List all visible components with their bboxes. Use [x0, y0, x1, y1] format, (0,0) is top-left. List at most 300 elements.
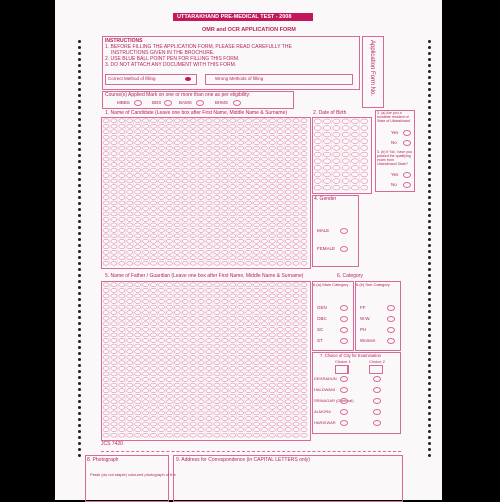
main-category-oval[interactable] — [340, 327, 348, 333]
bubble[interactable] — [103, 405, 109, 409]
bubble[interactable] — [253, 228, 259, 232]
bubble[interactable] — [182, 428, 188, 432]
bubble[interactable] — [150, 433, 156, 437]
bubble[interactable] — [293, 344, 299, 348]
bubble[interactable] — [361, 139, 368, 144]
bubble[interactable] — [166, 383, 172, 387]
bubble[interactable] — [285, 185, 291, 189]
bubble[interactable] — [238, 179, 244, 183]
bubble[interactable] — [351, 172, 358, 177]
bubble[interactable] — [150, 174, 156, 178]
bubble[interactable] — [361, 165, 368, 170]
bubble[interactable] — [222, 361, 228, 365]
bubble[interactable] — [269, 305, 275, 309]
bubble[interactable] — [103, 333, 109, 337]
bubble[interactable] — [261, 124, 267, 128]
bubble[interactable] — [166, 411, 172, 415]
bubble[interactable] — [261, 234, 267, 238]
bubble[interactable] — [285, 256, 291, 260]
bubble[interactable] — [182, 389, 188, 393]
bubble[interactable] — [103, 228, 109, 232]
bubble[interactable] — [158, 124, 164, 128]
bubble[interactable] — [214, 119, 220, 123]
bubble[interactable] — [158, 344, 164, 348]
bubble[interactable] — [198, 146, 204, 150]
bubble[interactable] — [150, 250, 156, 254]
bubble[interactable] — [206, 163, 212, 167]
bubble[interactable] — [246, 185, 252, 189]
bubble[interactable] — [293, 119, 299, 123]
bubble[interactable] — [293, 234, 299, 238]
bubble[interactable] — [166, 355, 172, 359]
bubble[interactable] — [214, 201, 220, 205]
bubble[interactable] — [246, 163, 252, 167]
bubble[interactable] — [150, 344, 156, 348]
bubble[interactable] — [314, 119, 321, 124]
bubble[interactable] — [135, 239, 141, 243]
bubble[interactable] — [277, 288, 283, 292]
bubble[interactable] — [111, 201, 117, 205]
bubble[interactable] — [253, 305, 259, 309]
bubble[interactable] — [206, 228, 212, 232]
bubble[interactable] — [150, 130, 156, 134]
bubble[interactable] — [277, 261, 283, 265]
bubble[interactable] — [190, 433, 196, 437]
bubble[interactable] — [214, 433, 220, 437]
bubble[interactable] — [206, 327, 212, 331]
bubble[interactable] — [269, 422, 275, 426]
city-choice-1-oval[interactable] — [340, 420, 348, 426]
bubble[interactable] — [174, 196, 180, 200]
bubble[interactable] — [111, 179, 117, 183]
bubble[interactable] — [285, 377, 291, 381]
bubble[interactable] — [103, 327, 109, 331]
bubble[interactable] — [198, 168, 204, 172]
bubble[interactable] — [277, 217, 283, 221]
bubble[interactable] — [230, 135, 236, 139]
bubble[interactable] — [342, 145, 349, 150]
bubble[interactable] — [222, 130, 228, 134]
bubble[interactable] — [261, 422, 267, 426]
bubble[interactable] — [230, 141, 236, 145]
bubble[interactable] — [323, 126, 330, 131]
bubble[interactable] — [111, 344, 117, 348]
bubble[interactable] — [127, 179, 133, 183]
bubble[interactable] — [143, 316, 149, 320]
bubble[interactable] — [158, 389, 164, 393]
bubble[interactable] — [293, 433, 299, 437]
bubble[interactable] — [269, 428, 275, 432]
bubble[interactable] — [150, 327, 156, 331]
bubble[interactable] — [301, 190, 307, 194]
bubble[interactable] — [277, 157, 283, 161]
bubble[interactable] — [119, 141, 125, 145]
bubble[interactable] — [174, 163, 180, 167]
bubble[interactable] — [182, 333, 188, 337]
bubble[interactable] — [285, 212, 291, 216]
bubble[interactable] — [182, 283, 188, 287]
bubble[interactable] — [111, 206, 117, 210]
bubble[interactable] — [253, 206, 259, 210]
bubble[interactable] — [206, 366, 212, 370]
bubble[interactable] — [111, 234, 117, 238]
bubble[interactable] — [285, 355, 291, 359]
bubble[interactable] — [190, 372, 196, 376]
bubble[interactable] — [246, 416, 252, 420]
bubble[interactable] — [158, 394, 164, 398]
bubble[interactable] — [190, 261, 196, 265]
bubble[interactable] — [285, 361, 291, 365]
bubble[interactable] — [111, 327, 117, 331]
bubble[interactable] — [158, 383, 164, 387]
bubble[interactable] — [285, 394, 291, 398]
bubble[interactable] — [301, 141, 307, 145]
bubble[interactable] — [230, 400, 236, 404]
bubble[interactable] — [323, 152, 330, 157]
bubble[interactable] — [277, 416, 283, 420]
bubble[interactable] — [222, 190, 228, 194]
bubble[interactable] — [214, 217, 220, 221]
bubble[interactable] — [238, 299, 244, 303]
bubble[interactable] — [269, 141, 275, 145]
bubble[interactable] — [301, 206, 307, 210]
bubble[interactable] — [206, 311, 212, 315]
bubble[interactable] — [103, 130, 109, 134]
bubble[interactable] — [166, 234, 172, 238]
bubble[interactable] — [269, 239, 275, 243]
bubble[interactable] — [222, 212, 228, 216]
bubble[interactable] — [174, 383, 180, 387]
bubble[interactable] — [261, 168, 267, 172]
bubble[interactable] — [301, 212, 307, 216]
bubble[interactable] — [269, 261, 275, 265]
bubble[interactable] — [314, 172, 321, 177]
bubble[interactable] — [150, 288, 156, 292]
bubble[interactable] — [103, 141, 109, 145]
bubble[interactable] — [150, 377, 156, 381]
bubble[interactable] — [119, 245, 125, 249]
bubble[interactable] — [135, 212, 141, 216]
bubble[interactable] — [206, 344, 212, 348]
bubble[interactable] — [127, 372, 133, 376]
bubble[interactable] — [198, 163, 204, 167]
bubble[interactable] — [293, 152, 299, 156]
bubble[interactable] — [150, 185, 156, 189]
bubble[interactable] — [246, 157, 252, 161]
bubble[interactable] — [174, 344, 180, 348]
bubble[interactable] — [190, 130, 196, 134]
bubble[interactable] — [135, 377, 141, 381]
bubble[interactable] — [166, 366, 172, 370]
bubble[interactable] — [150, 146, 156, 150]
bubble[interactable] — [158, 288, 164, 292]
bubble[interactable] — [222, 168, 228, 172]
bubble[interactable] — [301, 428, 307, 432]
bubble[interactable] — [214, 372, 220, 376]
bubble[interactable] — [253, 333, 259, 337]
bubble[interactable] — [238, 361, 244, 365]
bubble[interactable] — [323, 132, 330, 137]
bubble[interactable] — [182, 152, 188, 156]
bubble[interactable] — [214, 389, 220, 393]
bubble[interactable] — [198, 135, 204, 139]
bubble[interactable] — [285, 196, 291, 200]
bubble[interactable] — [206, 305, 212, 309]
bubble[interactable] — [214, 377, 220, 381]
bubble[interactable] — [277, 333, 283, 337]
bubble[interactable] — [269, 190, 275, 194]
bubble[interactable] — [253, 288, 259, 292]
bubble[interactable] — [285, 157, 291, 161]
bubble[interactable] — [261, 400, 267, 404]
bubble[interactable] — [135, 168, 141, 172]
bubble[interactable] — [261, 256, 267, 260]
bubble[interactable] — [198, 212, 204, 216]
bubble[interactable] — [119, 377, 125, 381]
bubble[interactable] — [222, 228, 228, 232]
bubble[interactable] — [127, 383, 133, 387]
bubble[interactable] — [198, 124, 204, 128]
bubble[interactable] — [166, 322, 172, 326]
bubble[interactable] — [198, 239, 204, 243]
bubble[interactable] — [198, 394, 204, 398]
bubble[interactable] — [246, 250, 252, 254]
bubble[interactable] — [198, 174, 204, 178]
bubble[interactable] — [182, 135, 188, 139]
bubble[interactable] — [190, 350, 196, 354]
bubble[interactable] — [277, 355, 283, 359]
bubble[interactable] — [261, 389, 267, 393]
bubble[interactable] — [238, 428, 244, 432]
bubble[interactable] — [143, 311, 149, 315]
bubble[interactable] — [150, 234, 156, 238]
bubble[interactable] — [238, 416, 244, 420]
bubble[interactable] — [206, 361, 212, 365]
bubble[interactable] — [301, 322, 307, 326]
bubble[interactable] — [230, 294, 236, 298]
bubble[interactable] — [277, 185, 283, 189]
bubble[interactable] — [119, 355, 125, 359]
bubble[interactable] — [119, 250, 125, 254]
bubble[interactable] — [253, 327, 259, 331]
bubble[interactable] — [214, 428, 220, 432]
bubble[interactable] — [269, 168, 275, 172]
bubble[interactable] — [214, 256, 220, 260]
bubble[interactable] — [293, 245, 299, 249]
bubble[interactable] — [111, 250, 117, 254]
bubble[interactable] — [230, 344, 236, 348]
bubble[interactable] — [214, 196, 220, 200]
bubble[interactable] — [261, 433, 267, 437]
bubble[interactable] — [301, 405, 307, 409]
bubble[interactable] — [277, 372, 283, 376]
bubble[interactable] — [269, 185, 275, 189]
bubble[interactable] — [293, 294, 299, 298]
bubble[interactable] — [127, 344, 133, 348]
bubble[interactable] — [246, 217, 252, 221]
bubble[interactable] — [174, 366, 180, 370]
bubble[interactable] — [277, 394, 283, 398]
bubble[interactable] — [214, 366, 220, 370]
bubble[interactable] — [103, 190, 109, 194]
bubble[interactable] — [206, 217, 212, 221]
bubble[interactable] — [198, 157, 204, 161]
bubble[interactable] — [150, 405, 156, 409]
bubble[interactable] — [253, 256, 259, 260]
bubble[interactable] — [269, 411, 275, 415]
bubble[interactable] — [182, 305, 188, 309]
bubble[interactable] — [222, 223, 228, 227]
bubble[interactable] — [111, 294, 117, 298]
bubble[interactable] — [206, 141, 212, 145]
sub-category-oval[interactable] — [387, 316, 395, 322]
bubble[interactable] — [238, 405, 244, 409]
bubble[interactable] — [253, 294, 259, 298]
bubble[interactable] — [198, 130, 204, 134]
bubble[interactable] — [119, 261, 125, 265]
bubble[interactable] — [111, 124, 117, 128]
bubble[interactable] — [135, 130, 141, 134]
bubble[interactable] — [238, 245, 244, 249]
bubble[interactable] — [166, 223, 172, 227]
bubble[interactable] — [238, 261, 244, 265]
bubble[interactable] — [301, 239, 307, 243]
bubble[interactable] — [261, 185, 267, 189]
bubble[interactable] — [261, 245, 267, 249]
bubble[interactable] — [333, 119, 340, 124]
bubble[interactable] — [182, 411, 188, 415]
bubble[interactable] — [111, 433, 117, 437]
bubble[interactable] — [269, 179, 275, 183]
bubble[interactable] — [198, 261, 204, 265]
bubble[interactable] — [127, 245, 133, 249]
bubble[interactable] — [301, 135, 307, 139]
bubble[interactable] — [222, 355, 228, 359]
bubble[interactable] — [150, 157, 156, 161]
bubble[interactable] — [285, 283, 291, 287]
bubble[interactable] — [135, 124, 141, 128]
bubble[interactable] — [238, 400, 244, 404]
bubble[interactable] — [206, 130, 212, 134]
bubble[interactable] — [285, 366, 291, 370]
bubble[interactable] — [143, 400, 149, 404]
bubble[interactable] — [206, 119, 212, 123]
bubble[interactable] — [143, 261, 149, 265]
bubble[interactable] — [301, 394, 307, 398]
bubble[interactable] — [238, 389, 244, 393]
bubble[interactable] — [206, 372, 212, 376]
bubble[interactable] — [119, 124, 125, 128]
bubble[interactable] — [253, 316, 259, 320]
bubble[interactable] — [246, 366, 252, 370]
bubble[interactable] — [214, 179, 220, 183]
bubble[interactable] — [182, 322, 188, 326]
bubble[interactable] — [127, 185, 133, 189]
bubble[interactable] — [198, 256, 204, 260]
bubble[interactable] — [174, 405, 180, 409]
bubble[interactable] — [158, 294, 164, 298]
bubble[interactable] — [158, 135, 164, 139]
bubble[interactable] — [150, 201, 156, 205]
bubble[interactable] — [301, 283, 307, 287]
bubble[interactable] — [150, 428, 156, 432]
bubble[interactable] — [190, 333, 196, 337]
bubble[interactable] — [238, 411, 244, 415]
bubble[interactable] — [111, 163, 117, 167]
bubble[interactable] — [174, 361, 180, 365]
bubble[interactable] — [158, 146, 164, 150]
bubble[interactable] — [103, 174, 109, 178]
bubble[interactable] — [277, 433, 283, 437]
bubble[interactable] — [301, 130, 307, 134]
bubble[interactable] — [230, 283, 236, 287]
bubble[interactable] — [293, 163, 299, 167]
bubble[interactable] — [143, 428, 149, 432]
bubble[interactable] — [238, 119, 244, 123]
bubble[interactable] — [150, 372, 156, 376]
bubble[interactable] — [190, 157, 196, 161]
bubble[interactable] — [143, 338, 149, 342]
bubble[interactable] — [127, 212, 133, 216]
bubble[interactable] — [127, 316, 133, 320]
bubble[interactable] — [127, 190, 133, 194]
bubble[interactable] — [166, 201, 172, 205]
bubble[interactable] — [333, 132, 340, 137]
bubble[interactable] — [119, 206, 125, 210]
bubble[interactable] — [127, 333, 133, 337]
bubble[interactable] — [269, 416, 275, 420]
bubble[interactable] — [285, 190, 291, 194]
bubble[interactable] — [246, 333, 252, 337]
bubble[interactable] — [246, 206, 252, 210]
bubble[interactable] — [127, 261, 133, 265]
bubble[interactable] — [285, 261, 291, 265]
bubble[interactable] — [222, 245, 228, 249]
bubble[interactable] — [190, 389, 196, 393]
bubble[interactable] — [174, 422, 180, 426]
bubble[interactable] — [143, 212, 149, 216]
bubble[interactable] — [238, 212, 244, 216]
bubble[interactable] — [182, 338, 188, 342]
bubble[interactable] — [174, 394, 180, 398]
gender-female-oval[interactable] — [340, 246, 348, 252]
bubble[interactable] — [127, 350, 133, 354]
bubble[interactable] — [333, 139, 340, 144]
city-choice-1-oval[interactable] — [340, 387, 348, 393]
bubble[interactable] — [127, 428, 133, 432]
bubble[interactable] — [174, 428, 180, 432]
bubble[interactable] — [174, 201, 180, 205]
bubble[interactable] — [333, 126, 340, 131]
bubble[interactable] — [103, 206, 109, 210]
bubble[interactable] — [111, 185, 117, 189]
bubble[interactable] — [143, 372, 149, 376]
bubble[interactable] — [246, 130, 252, 134]
bubble[interactable] — [238, 422, 244, 426]
bubble[interactable] — [351, 126, 358, 131]
bubble[interactable] — [174, 333, 180, 337]
bubble[interactable] — [182, 245, 188, 249]
bubble[interactable] — [182, 228, 188, 232]
bubble[interactable] — [166, 256, 172, 260]
bubble[interactable] — [261, 428, 267, 432]
bubble[interactable] — [150, 316, 156, 320]
bubble[interactable] — [253, 350, 259, 354]
bubble[interactable] — [158, 372, 164, 376]
bubble[interactable] — [174, 316, 180, 320]
bubble[interactable] — [111, 361, 117, 365]
bubble[interactable] — [361, 145, 368, 150]
